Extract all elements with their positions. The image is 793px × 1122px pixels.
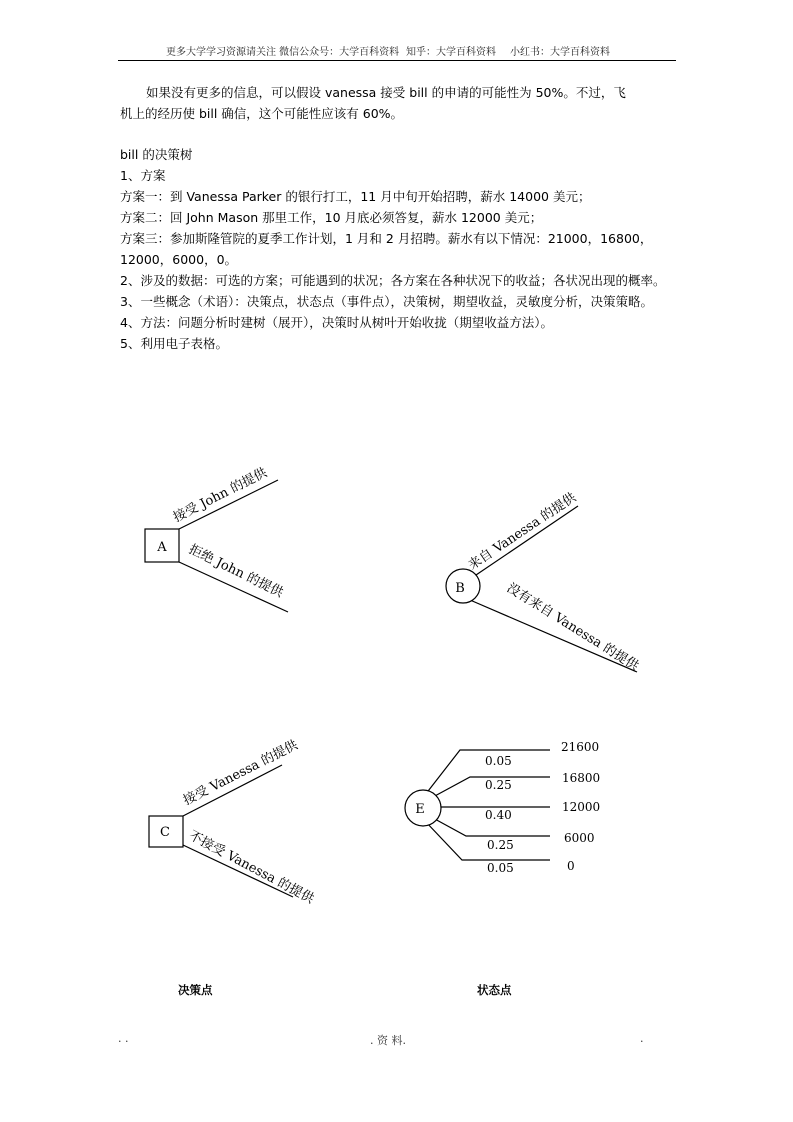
intro-line-1: 如果没有更多的信息，可以假设 vanessa 接受 bill 的申请的可能性为 50%。不过，飞 xyxy=(146,85,626,100)
plan-2: 方案二：回 John Mason 那里工作，10 月底必须答复，薪水 12000 美元； xyxy=(120,210,543,225)
diagram-c xyxy=(149,736,318,907)
plan-3-line-1: 方案三：参加斯隆管院的夏季工作计划，1 月和 2 月招聘。薪水有以下情况：21000，16800， xyxy=(120,231,653,246)
caption-state-point: 状态点 xyxy=(477,983,512,997)
payoff-label: 0 xyxy=(567,859,575,873)
payoff-label: 12000 xyxy=(562,800,601,814)
header-xiaohongshu: 小红书：大学百科资料 xyxy=(510,47,610,58)
branch-b-lower-label: 没有来自 Vanessa 的提供 xyxy=(503,580,642,675)
prob-label: 0.25 xyxy=(487,838,514,852)
header-wechat: 更多大学学习资源请关注 微信公众号：大学百科资料 xyxy=(166,47,400,58)
diagram-e xyxy=(405,740,600,875)
prob-label: 0.05 xyxy=(485,754,512,768)
caption-decision-point: 决策点 xyxy=(178,983,213,997)
node-c-label: C xyxy=(160,825,170,840)
payoff-label: 16800 xyxy=(562,771,601,785)
branch-c-lower-label: 不接受 Vanessa 的提供 xyxy=(186,828,317,907)
node-b-label: B xyxy=(455,581,465,596)
payoff-label: 6000 xyxy=(564,831,595,845)
branch-a-lower-label: 拒绝 John 的提供 xyxy=(186,542,286,601)
diagram-b xyxy=(446,489,642,675)
list-item-2: 2、涉及的数据：可选的方案；可能遇到的状况；各方案在各种状况下的收益；各状况出现的概率。 xyxy=(120,273,666,288)
footer-left: . . xyxy=(118,1032,129,1045)
node-e-label: E xyxy=(415,802,425,817)
diagram-a xyxy=(145,464,288,612)
footer-right: . xyxy=(640,1032,644,1045)
branch-c-upper-label: 接受 Vanessa 的提供 xyxy=(181,737,301,809)
footer-center: . 资 料. xyxy=(370,1034,406,1047)
prob-label: 0.05 xyxy=(487,861,514,875)
section-title: bill 的决策树 xyxy=(120,147,193,162)
branch-b-upper xyxy=(476,506,578,575)
plan-1: 方案一：到 Vanessa Parker 的银行打工，11 月中旬开始招聘，薪水 14000 美元； xyxy=(120,189,591,204)
plan-3-line-2: 12000，6000，0。 xyxy=(120,252,238,267)
list-item-5: 5、利用电子表格。 xyxy=(120,336,228,351)
list-item-4: 4、方法：问题分析时建树（展开），决策时从树叶开始收拢（期望收益方法）。 xyxy=(120,315,553,330)
node-a-label: A xyxy=(157,540,167,555)
list-item-3: 3、一些概念（术语）：决策点，状态点（事件点），决策树，期望收益，灵敏度分析，决策策略。 xyxy=(120,294,653,309)
prob-label: 0.25 xyxy=(485,778,512,792)
branch-a-upper-label: 接受 John 的提供 xyxy=(171,465,270,526)
payoff-label: 21600 xyxy=(561,740,600,754)
list-item-1: 1、方案 xyxy=(120,168,166,183)
prob-label: 0.40 xyxy=(485,808,512,822)
branch-b-upper-label: 来自 Vanessa 的提供 xyxy=(465,490,580,574)
intro-line-2: 机上的经历使 bill 确信，这个可能性应该有 60%。 xyxy=(120,106,404,121)
header-zhihu: 知乎：大学百科资料 xyxy=(406,47,496,58)
